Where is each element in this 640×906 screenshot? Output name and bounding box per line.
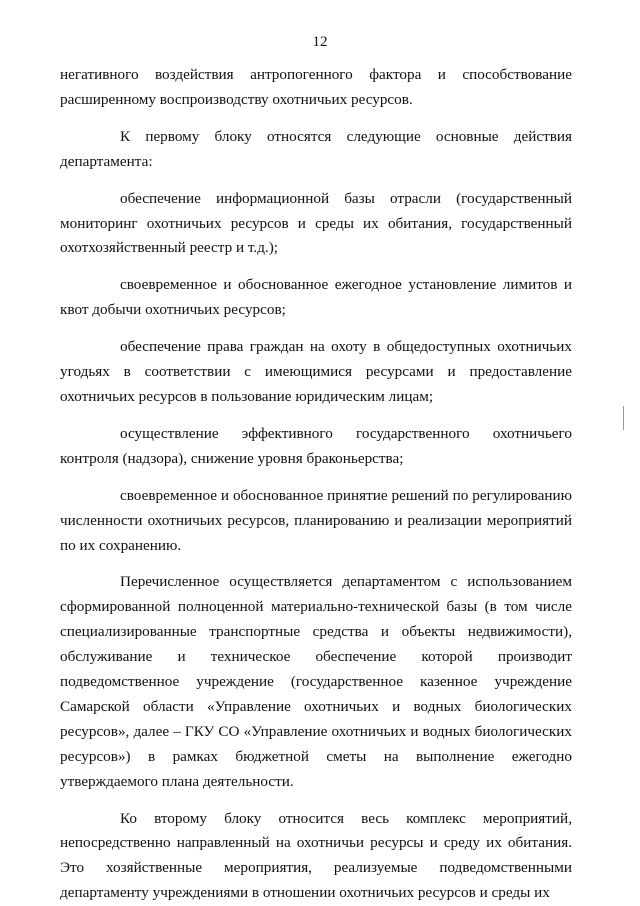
list-item-hunting-control: осуществление эффективного государственного охотничьего контроля (надзора), снижение уровня браконьерства; [60,424,572,467]
list-item-hunting-rights: обеспечение права граждан на охоту в общедоступных охотничьих угодьях в соответствии с имеющимися ресурсами и предоставление охотничьих ресурсов в пользование юридическим лицам; [60,338,572,405]
list-item-limits-quotas: своевременное и обоснованное ежегодное установление лимитов и квот добычи охотничьих ресурсов; [60,276,572,319]
paragraph-first-block-intro: К первому блоку относятся следующие основные действия департамента: [60,127,572,170]
page-number: 12 [312,34,328,50]
paragraph-technical-base: Перечисленное осуществляется департаментом с использованием сформированной полноценной материально-технической базы (в том числе специализированные транспортные средства и объекты недвижимости), обслуживание и техническое обеспечение которой производит подведомственное учреждение (государственное казенное учреждение Самарской области «Управление охотничьих и водных биологических ресурсов», далее – ГКУ СО «Управление охотничьих и водных биологических ресурсов») в рамках бюджетной сметы на выполнение ежегодно утверждаемого плана деятельности. [60,573,572,790]
document-body [60,63,572,906]
scan-margin-mark [623,406,624,430]
paragraph-continuation: негативного воздействия антропогенного фактора и способствование расширенному воспроизводству охотничьих ресурсов. [60,66,572,108]
list-item-information-base: обеспечение информационной базы отрасли (государственный мониторинг охотничьих ресурсов и среды их обитания, государственный охотхозяйственный реестр и т.д.); [60,189,572,257]
paragraph-second-block: Ко второму блоку относится весь комплекс мероприятий, непосредственно направленный на охотничьи ресурсы и среду их обитания. Это хозяйственные мероприятия, реализуемые подведомственными департаменту учреждениями в отношении охотничьих ресурсов и среды их [60,809,572,902]
list-item-population-regulation: своевременное и обоснованное принятие решений по регулированию численности охотничьих ресурсов, планированию и реализации мероприятий по их сохранению. [60,486,572,554]
